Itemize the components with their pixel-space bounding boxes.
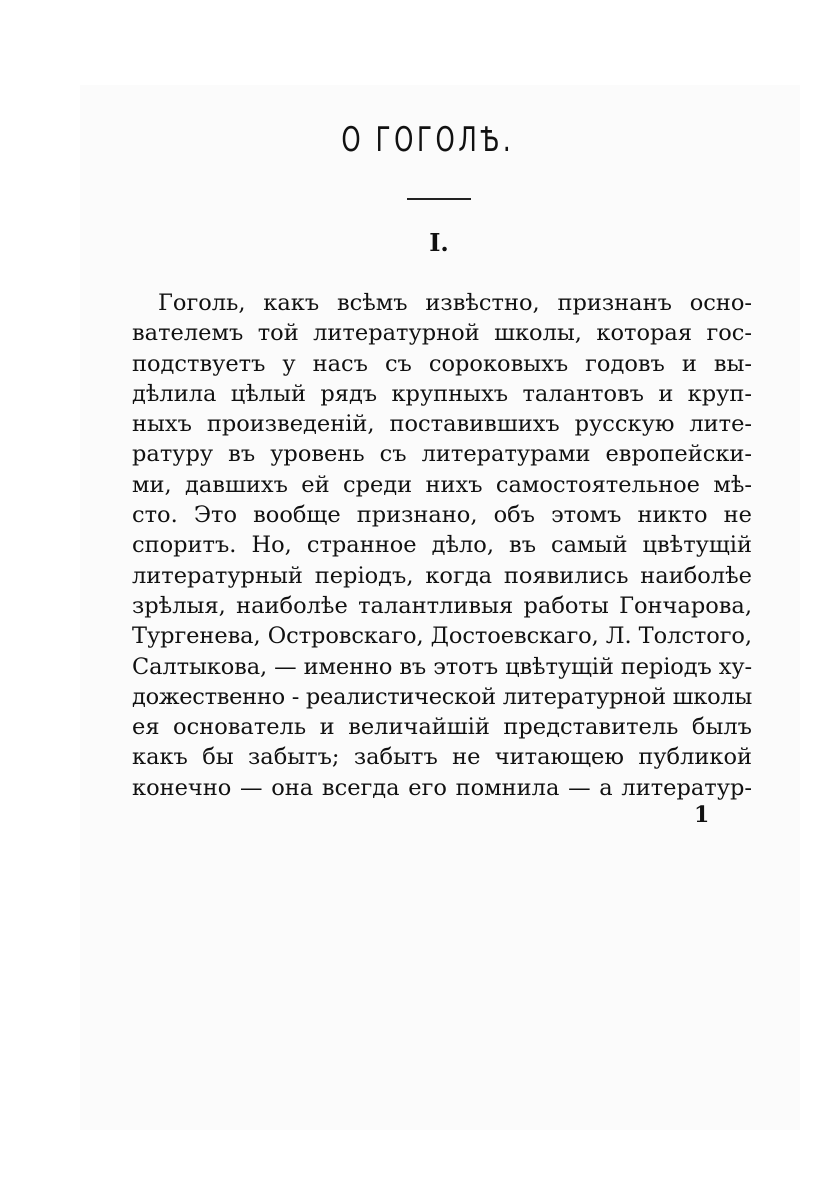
page-number: 1 xyxy=(694,802,710,828)
text-line: Салтыкова, — именно въ этотъ цвѣтущiй перiодъ ху- xyxy=(132,653,752,680)
chapter-title: О ГОГОЛѢ. xyxy=(341,120,515,160)
text-line: подствуетъ у насъ съ сороковыхъ годовъ и вы- xyxy=(132,350,752,377)
text-line: ея основатель и величайшiй представитель былъ xyxy=(132,714,752,741)
section-number: I. xyxy=(429,228,449,257)
text-line: зрѣлыя, наиболѣе талантливыя работы Гончарова, xyxy=(132,592,752,619)
text-line: ратуру въ уровень съ литературами европейски- xyxy=(132,441,752,468)
text-line: сто. Это вообще признано, объ этомъ никто не xyxy=(132,502,752,529)
body-text xyxy=(132,288,752,803)
text-line: ми, давшихъ ей среди нихъ самостоятельное мѣ- xyxy=(132,471,752,498)
text-line: ныхъ произведенiй, поставившихъ русскую лите- xyxy=(132,411,752,438)
text-line: споритъ. Но, странное дѣло, въ самый цвѣтущiй xyxy=(132,532,752,559)
text-line: конечно — она всегда его помнила — а литератур- xyxy=(132,774,752,801)
text-line: какъ бы забытъ; забытъ не читающею публикой xyxy=(132,744,752,771)
text-line: вателемъ той литературной школы, которая гос- xyxy=(132,320,752,347)
title-divider xyxy=(407,198,471,200)
text-line: Тургенева, Островскаго, Достоевскаго, Л. Толстого, xyxy=(132,623,752,650)
text-line: Гоголь, какъ всѣмъ извѣстно, признанъ осно- xyxy=(158,290,752,316)
text-line: дѣлила цѣлый рядъ крупныхъ талантовъ и круп- xyxy=(132,380,752,407)
text-line: дожественно - реалистической литературной школы xyxy=(132,683,752,710)
text-line: литературный перiодъ, когда появились наиболѣе xyxy=(132,562,752,589)
